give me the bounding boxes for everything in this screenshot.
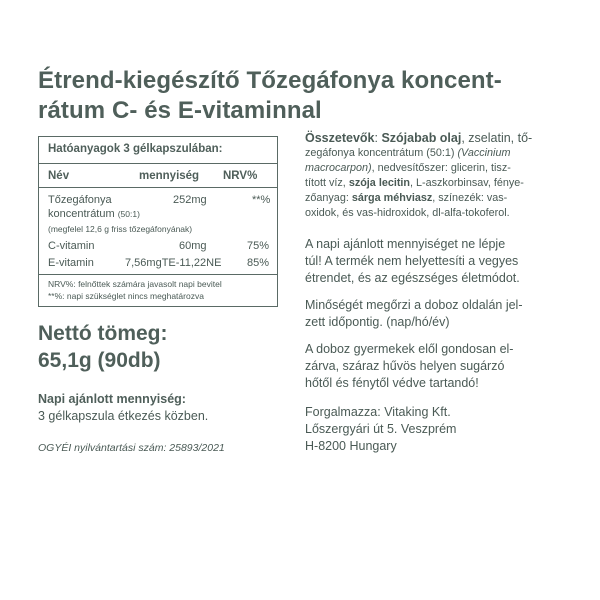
ingredients-text: , színezék: vas- xyxy=(432,192,508,204)
ingredients-label: Összetevők xyxy=(305,131,375,145)
paragraph-line: Minőségét megőrzi a doboz oldalán jel- xyxy=(305,298,523,312)
row-name-text: koncentrátum xyxy=(48,208,115,220)
ingredient-beeswax: sárga méhviasz xyxy=(351,192,433,204)
row-amount: 252mg xyxy=(173,194,207,206)
ingredient-soy-oil: Szójabab olaj xyxy=(381,131,462,145)
ingredients-text: oxidok, és vas-hidroxidok, dl-alfa-tokoferol. xyxy=(305,207,510,219)
best-before-paragraph xyxy=(305,297,570,331)
table-divider xyxy=(39,274,277,275)
distributor-line: Forgalmazza: Vitaking Kft. xyxy=(305,405,451,419)
table-footnote: **%: napi szükséglet nincs meghatározva xyxy=(48,291,204,301)
row-name: C-vitamin xyxy=(48,240,95,252)
title-line: Étrend-kiegészítő Tőzegáfonya koncent- xyxy=(38,67,502,94)
net-weight-value: 65,1g (90db) xyxy=(38,349,161,372)
paragraph-line: A doboz gyermekek elől gondosan el- xyxy=(305,342,514,356)
distributor-block xyxy=(305,404,570,455)
ingredients-block xyxy=(305,131,570,221)
daily-dose xyxy=(38,391,208,425)
product-title xyxy=(38,66,568,126)
row-nrv: **% xyxy=(252,194,271,206)
active-ingredients-table xyxy=(38,136,278,307)
net-weight xyxy=(38,320,168,374)
registration-number: OGYÉI nyilvántartási szám: 25893/2021 xyxy=(38,442,225,454)
row-amount: 60mg xyxy=(179,240,207,252)
ingredients-text: , zselatin, tő- xyxy=(461,131,533,145)
row-name xyxy=(48,208,140,220)
paragraph-line: étrendet, és az egészséges életmódot. xyxy=(305,271,520,285)
paragraph-line: zárva, száraz hűvös helyen sugárzó xyxy=(305,359,505,373)
paragraph-line: túl! A termék nem helyettesíti a vegyes xyxy=(305,254,519,268)
table-divider xyxy=(39,163,277,164)
ingredients-latin-name: macrocarpon) xyxy=(305,162,372,174)
col-header-amount: mennyiség xyxy=(139,170,200,182)
ingredient-soy-lecithin: szója lecitin xyxy=(348,177,411,189)
col-header-name: Név xyxy=(48,170,70,182)
row-nrv: 85% xyxy=(247,257,270,269)
ingredients-text: tított víz, xyxy=(305,177,349,189)
ingredients-colon: : xyxy=(374,131,378,145)
ingredients-text: zőanyag: xyxy=(305,192,352,204)
row-name: Tőzegáfonya xyxy=(48,194,112,206)
row-name: E-vitamin xyxy=(48,257,94,269)
table-caption: Hatóanyagok 3 gélkapszulában: xyxy=(48,143,223,155)
paragraph-line: zett időpontig. (nap/hó/év) xyxy=(305,315,450,329)
ingredients-text: zegáfonya koncentrátum (50:1) xyxy=(305,147,458,159)
paragraph-line: A napi ajánlott mennyiséget ne lépje xyxy=(305,237,506,251)
table-footnote: NRV%: felnőttek számára javasolt napi bevitel xyxy=(48,279,222,289)
title-line: rátum C- és E-vitaminnal xyxy=(38,97,322,124)
table-divider xyxy=(39,187,277,188)
warning-paragraph xyxy=(305,236,570,287)
daily-dose-label: Napi ajánlott mennyiség: xyxy=(38,392,186,406)
distributor-line: H-8200 Hungary xyxy=(305,439,397,453)
row-amount: 7,56mgTE-11,22NE xyxy=(125,257,222,269)
daily-dose-text: 3 gélkapszula étkezés közben. xyxy=(38,409,209,423)
ingredients-text: , L-aszkorbinsav, fénye- xyxy=(410,177,524,189)
paragraph-line: hőtől és fénytől védve tartandó! xyxy=(305,376,479,390)
storage-paragraph xyxy=(305,341,570,392)
net-weight-label: Nettó tömeg: xyxy=(38,322,168,345)
row-nrv: 75% xyxy=(247,240,270,252)
ingredients-text: , nedvesítőszer: glicerin, tisz- xyxy=(371,162,511,174)
row-sub-note: (megfelel 12,6 g friss tőzegáfonyának) xyxy=(48,224,193,234)
distributor-line: Lőszergyári út 5. Veszprém xyxy=(305,422,457,436)
col-header-nrv: NRV% xyxy=(223,170,258,182)
row-name-note: (50:1) xyxy=(117,209,140,219)
ingredients-latin-name: (Vaccinium xyxy=(457,147,511,159)
